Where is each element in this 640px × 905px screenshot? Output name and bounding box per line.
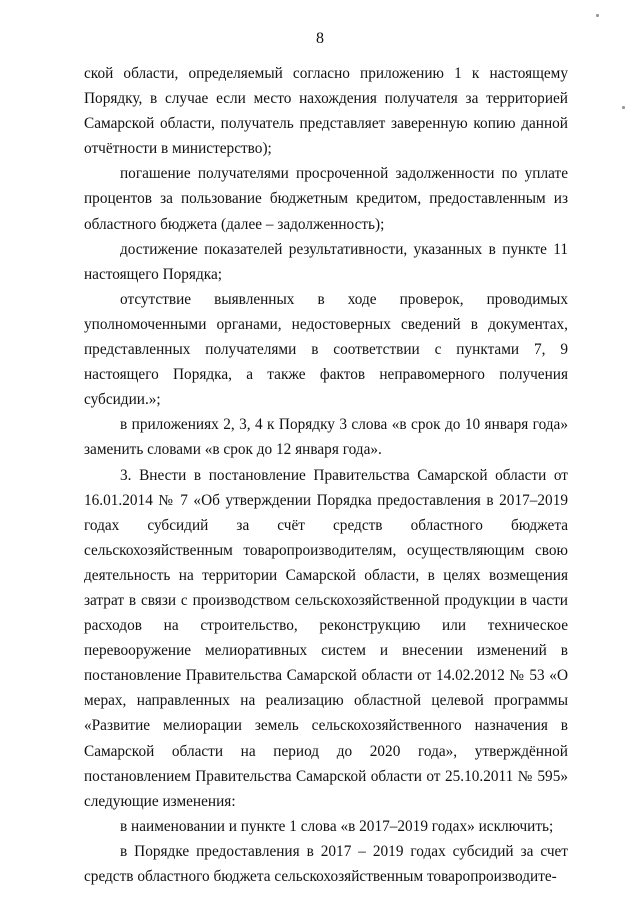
- paragraph: в приложениях 2, 3, 4 к Порядку 3 слова «в срок до 10 января года» заменить словами «в срок до 12 января года».: [84, 416, 568, 459]
- paragraph: в Порядке предоставления в 2017 – 2019 годах субсидий за счет средств областного бюджета сельскохозяйственным товаропроизводите-: [84, 842, 568, 885]
- page-number: 8: [316, 30, 324, 47]
- paragraph: погашение получателями просроченной задолженности по уплате процентов за пользование бюджетным кредитом, предоставленным из областного бюджета (далее – задолженность);: [84, 165, 568, 233]
- paragraph: 3. Внести в постановление Правительства Самарской области от 16.01.2014 № 7 «Об утверждении Порядка предоставления в 2017–2019 годах субсидий за счёт средств областного бюджета сельскохозяйственным товаропроизводителям, осуществляющим свою деятельность на территории Самарской области, в целях возмещения затрат в связи с производством сельскохозяйственной продукции в части расходов на строительство, реконструкцию или техническое перевооружение мелиоративных систем и внесении изменений в постановление Правительства Самарской области от 14.02.2012 № 53 «О мерах, направленных на реализацию областной целевой программы «Развитие мелиорации земель сельскохозяйственного назначения в Самарской области на период до 2020 года», утверждённой постановлением Правительства Самарской области от 25.10.2011 № 595» следующие изменения:: [84, 466, 568, 810]
- paragraph: ской области, определяемый согласно приложению 1 к настоящему Порядку, в случае если место нахождения получателя за территорией Самарской области, получатель представляет заверенную копию данной отчётности в министерство);: [84, 65, 568, 158]
- scan-speck: [622, 106, 625, 109]
- paragraph: в наименовании и пункте 1 слова «в 2017–2019 годах» исключить;: [120, 817, 554, 835]
- paragraph: отсутствие выявленных в ходе проверок, проводимых уполномоченными органами, недостоверных сведений в документах, представленных получателями в соответствии с пунктами 7, 9 настоящего Порядка, а также фактов неправомерного получения субсидии.»;: [84, 290, 568, 409]
- scan-speck: [596, 14, 599, 17]
- document-body: [84, 61, 568, 889]
- paragraph: достижение показателей результативности, указанных в пункте 11 настоящего Порядка;: [84, 240, 568, 283]
